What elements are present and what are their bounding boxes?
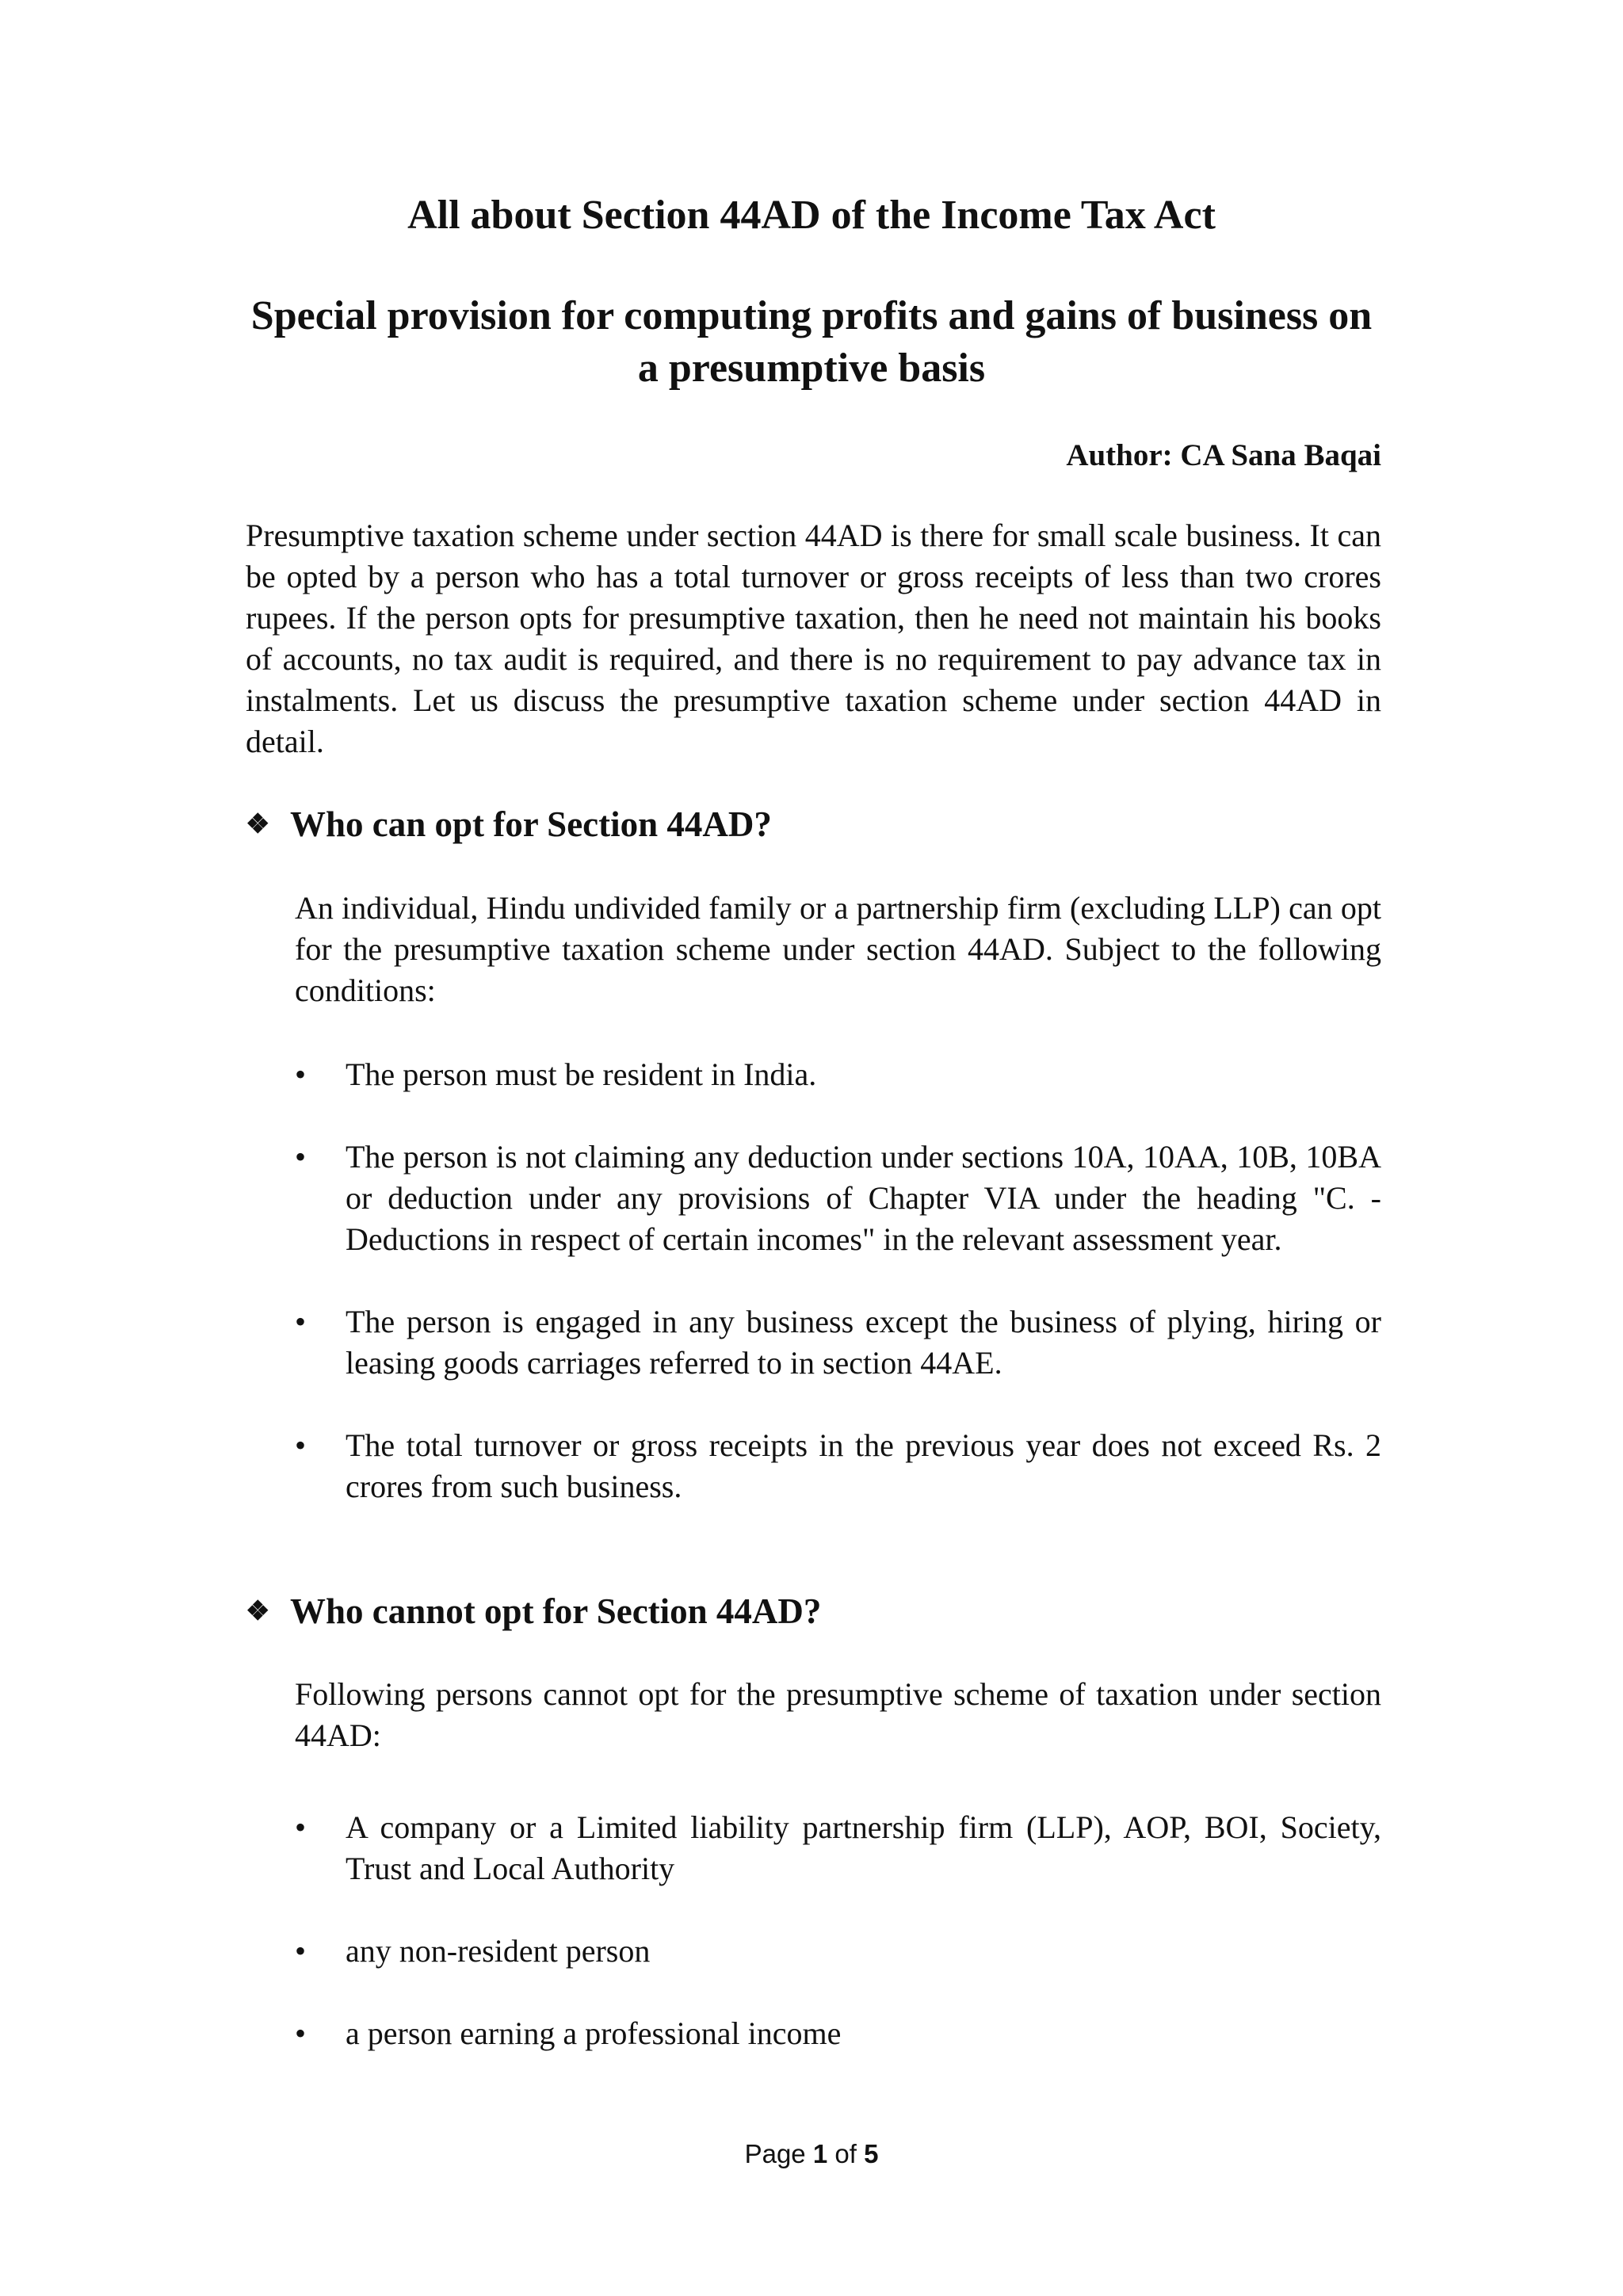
section-heading-text: Who can opt for Section 44AD?: [290, 804, 772, 844]
list-item: • a person earning a professional income: [295, 2013, 1381, 2054]
list-item: • The person is not claiming any deduction under sections 10A, 10AA, 10B, 10BA or deduction under any provisions of Chapter VIA under the heading "C. - Deductions in respect of certain incomes" in the relevant assessment year.: [295, 1137, 1381, 1260]
section-heading-text: Who cannot opt for Section 44AD?: [290, 1591, 822, 1631]
page-number: [0, 2138, 1623, 2170]
section-body: Following persons cannot opt for the presumptive scheme of taxation under section 44AD:: [295, 1676, 1381, 1753]
list-item: • The person is engaged in any business except the business of plying, hiring or leasing goods carriages referred to in section 44AE.: [295, 1301, 1381, 1384]
current-page: 1: [812, 2139, 828, 2168]
section-heading: [246, 802, 772, 847]
of-label: of: [834, 2139, 857, 2168]
list-item: • A company or a Limited liability partnership firm (LLP), AOP, BOI, Society, Trust and Local Authority: [295, 1807, 1381, 1889]
section-body: An individual, Hindu undivided family or a partnership firm (excluding LLP) can opt for the presumptive taxation scheme under section 44AD. Subject to the following conditions:: [295, 890, 1381, 1008]
exclusions-list: [295, 1807, 1381, 2095]
page-label: Page: [744, 2139, 806, 2168]
document-title: All about Section 44AD of the Income Tax Act: [407, 193, 1216, 238]
list-item: • The total turnover or gross receipts in the previous year does not exceed Rs. 2 crores from such business.: [295, 1425, 1381, 1507]
total-pages: 5: [864, 2139, 879, 2168]
diamond-bullet-icon: ❖: [246, 810, 270, 839]
intro-paragraph: Presumptive taxation scheme under section 44AD is there for small scale business. It can be opted by a person who has a total turnover or gross receipts of less than two crores rupees. If the person opts for presumptive taxation, then he need not maintain his books of accounts, no tax audit is required, and there is no requirement to pay advance tax in instalments. Let us discuss the presumptive taxation scheme under section 44AD in detail.: [246, 518, 1381, 759]
author-line: Author: CA Sana Baqai: [1066, 438, 1381, 472]
list-item: • The person must be resident in India.: [295, 1054, 1381, 1095]
section-heading: [246, 1589, 821, 1634]
document-subtitle: Special provision for computing profits and gains of business on a presumptive basis: [250, 293, 1373, 391]
conditions-list: [295, 1054, 1381, 1549]
diamond-bullet-icon: ❖: [246, 1597, 270, 1626]
list-item: • any non-resident person: [295, 1931, 1381, 1972]
